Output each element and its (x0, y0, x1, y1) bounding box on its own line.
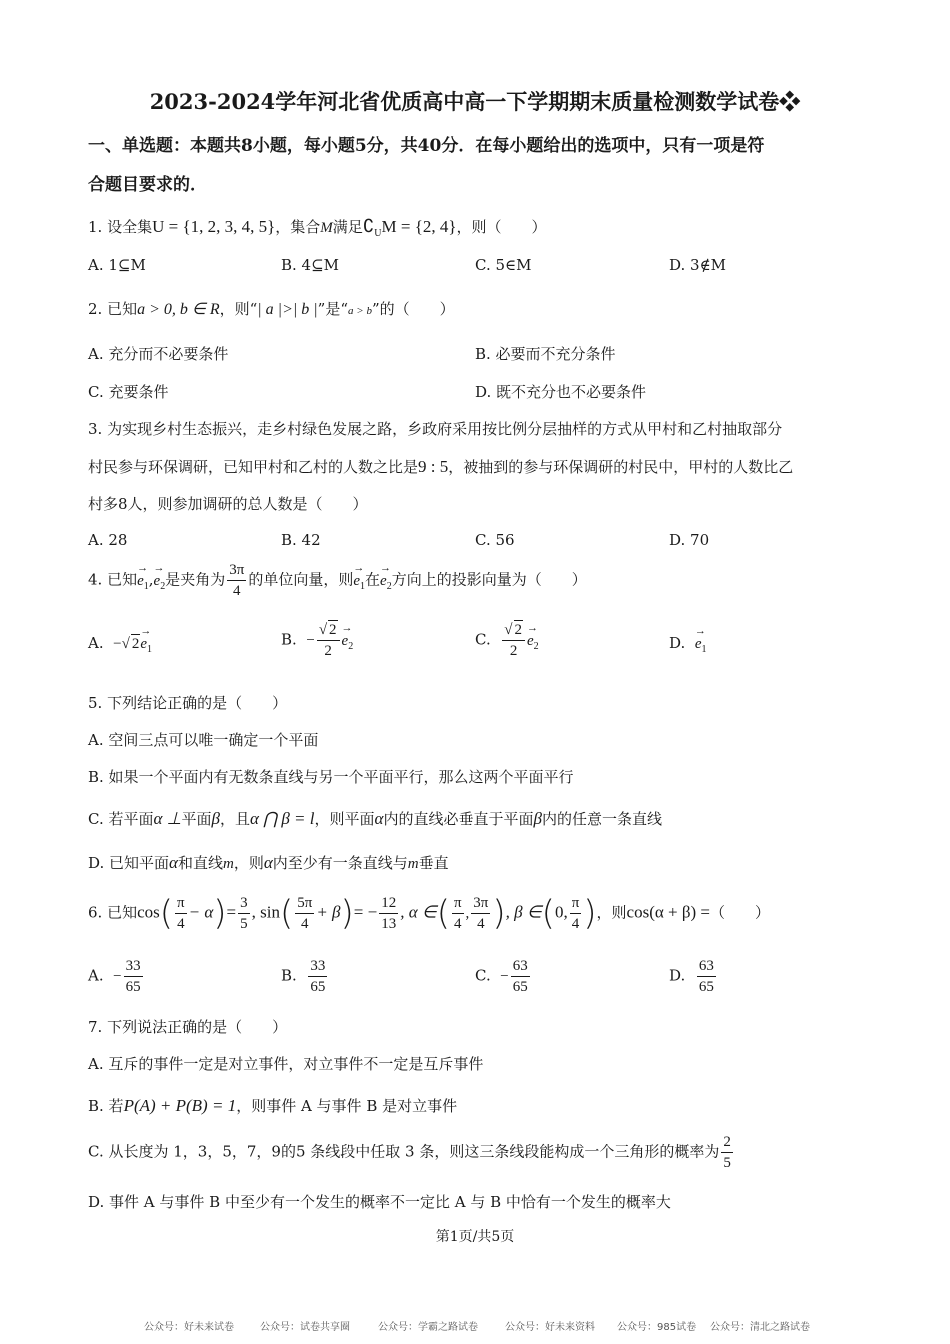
q4-option-c: C. $\frac{√ 2}{2}$ → $e_2$ (475, 620, 539, 661)
q4-option-d: D. → $e_1$ (669, 634, 706, 655)
watermark: 公众号：学霸之路试卷 (378, 1322, 478, 1333)
vector-e2: → $e_2$ (380, 573, 392, 592)
q3-option-b: B. 42 (281, 531, 321, 549)
q7-option-c: C. 从长度为 1，3，5，7，9的5 条线段中任取 3 条，则这三条线段能构成一个三角形的概率为 $\frac{2}{5}$ (88, 1134, 731, 1171)
q7-option-a: A. 互斥的事件一定是对立事件，对立事件不一定是互斥事件 (88, 1055, 484, 1073)
q6-option-d: D. $\frac{63}{65}$ (669, 958, 714, 995)
q2-option-c: C. 充要条件 (88, 383, 169, 401)
watermark: 公众号：清北之路试卷 (710, 1322, 810, 1333)
question-1-stem: 1. 设全集U = {1, 2, 3, 4, 5}，集合M满足$∁_UM = \{2$, 4}，则（ ） (88, 216, 547, 239)
q6-option-b: B. $\frac{33}{65}$ (281, 958, 326, 995)
q1-option-d: D. 3∉M (669, 256, 727, 274)
question-2-stem: 2. 已知a > 0, b ∈ R，则“| a |>| b |”是“a > b”的（ ） (88, 300, 455, 318)
watermark: 公众号：985试卷 (617, 1322, 697, 1333)
q1-option-a: A. 1⊆M (88, 256, 146, 274)
question-3-line2: 村民参与环保调研，已知甲村和乙村的人数之比是9 : 5，被抽到的参与环保调研的村民中，甲村的人数比乙 (88, 457, 794, 476)
question-4-stem: 4. 已知→ $e_1,\to e_2$是夹角为 $\frac{3\pi}{4}$ 的单位向量，则→ $e_1$在→ $e_2$方向上的投影向量为（ ） (88, 560, 587, 601)
question-6-stem: 6. 已知cos( $\frac{\pi}{4}$ − α)= $\frac{3}{5}$ , sin( $\frac{5\pi}{4}$ + β)= − $\frac{12}{13}$ , α ∈( $\frac{\pi}{4}$ , $\frac{3\pi}{4}$ ), β ∈(0, $\frac{\pi}{4}$ )，则cos(α + β) =（ ） (88, 893, 771, 934)
q5-option-c: C. 若平面α ⊥平面β，且α ⋂ β = l，则平面α内的直线必垂直于平面β内的任意一条直线 (88, 809, 662, 828)
q4-option-a: A. −√ $2\to e_1$ (88, 634, 152, 655)
q6-option-a: A. − $\frac{33}{65}$ (88, 958, 141, 995)
question-7-stem: 7. 下列说法正确的是（ ） (88, 1018, 288, 1036)
q1-option-c: C. 5∈M (475, 256, 532, 274)
q6-option-c: C. − $\frac{63}{65}$ (475, 958, 528, 995)
page-number: 第1页/共5页 (435, 1229, 515, 1245)
section-heading-line2: 合题目要求的． (88, 175, 207, 195)
q3-option-d: D. 70 (669, 531, 710, 549)
watermark: 公众号：好未来试卷 (144, 1322, 234, 1333)
q7-option-d: D. 事件 A 与事件 B 中至少有一个发生的概率不一定比 A 与 B 中恰有一个发生的概率大 (88, 1193, 671, 1211)
vector-e1: → $e_1$ (137, 573, 149, 592)
q2-option-d: D. 既不充分也不必要条件 (475, 383, 647, 401)
question-3-line1: 3. 为实现乡村生态振兴，走乡村绿色发展之路，乡政府采用按比例分层抽样的方式从甲村和乙村抽取部分 (88, 420, 783, 438)
watermark: 公众号：试卷共享圈 (260, 1322, 350, 1333)
q5-option-b: B. 如果一个平面内有无数条直线与另一个平面平行，那么这两个平面平行 (88, 768, 574, 786)
vector-e1: → $e_1$ (353, 573, 365, 592)
question-5-stem: 5. 下列结论正确的是（ ） (88, 694, 288, 712)
section-heading-line1: 一、单选题：本题共8小题，每小题5分，共40分．在每小题给出的选项中，只有一项是符 (88, 136, 765, 156)
q3-option-c: C. 56 (475, 531, 515, 549)
question-3-line3: 村多8人，则参加调研的总人数是（ ） (88, 495, 368, 513)
watermark: 公众号：好未来资料 (505, 1322, 595, 1333)
q2-option-b: B. 必要而不充分条件 (475, 345, 616, 363)
q4-option-b: B. − $\frac{√ 2}{2}$ → $e_2$ (281, 620, 353, 661)
page-title: 2023-2024学年河北省优质高中高一下学期期末质量检测数学试卷❖ (149, 89, 801, 114)
q7-option-b: B. 若P(A) + P(B) = 1，则事件 A 与事件 B 是对立事件 (88, 1096, 458, 1115)
q1-option-b: B. 4⊆M (281, 256, 340, 274)
q5-option-d: D. 已知平面α和直线m，则α内至少有一条直线与m垂直 (88, 853, 449, 872)
angle-fraction: $\frac{3\pi}{4}$ (229, 562, 245, 599)
q2-option-a: A. 充分而不必要条件 (88, 345, 229, 363)
q5-option-a: A. 空间三点可以唯一确定一个平面 (88, 731, 319, 749)
q3-option-a: A. 28 (88, 531, 128, 549)
vector-e2: → $e_2$ (154, 573, 166, 592)
